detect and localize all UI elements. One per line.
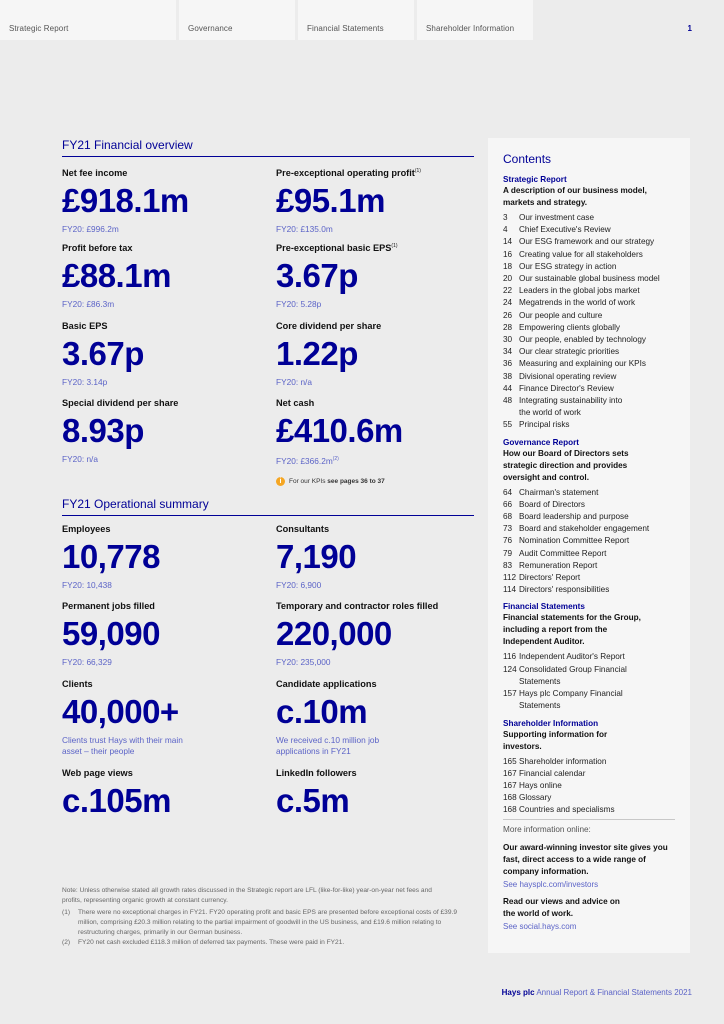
metric-value: c.105m	[62, 782, 171, 819]
contents-item[interactable]: 34 Our clear strategic priorities	[503, 347, 620, 357]
metric-note: FY20: 10,438	[62, 580, 112, 590]
metric-note: FY20: $£366.2m^{(2)}$	[276, 455, 339, 466]
metric-value: 3.67p	[276, 257, 358, 295]
metric-value: c.10m	[276, 693, 368, 730]
metric-note: FY20: n/a	[276, 377, 312, 387]
nav-tab-governance[interactable]: Governance	[179, 0, 295, 40]
contents-item[interactable]: 38 Divisional operating review	[503, 371, 617, 381]
footnote-item: (2) FY20 net cash excluded £118.3 million of deferred tax payments. These were paid in FY21.	[62, 939, 345, 946]
metric-net-cash	[276, 398, 476, 467]
contents-item[interactable]: 26 Our people and culture	[503, 310, 603, 320]
metric-label: Net fee income	[62, 168, 128, 178]
contents-section-desc: A description of our business model, markets and strategy.	[503, 186, 647, 207]
metric-label: Candidate applications	[276, 679, 377, 689]
metric-special-dividend	[62, 398, 262, 465]
contents-item[interactable]: 112 Directors' Report	[503, 573, 581, 583]
contents-item[interactable]: 48 Integrating sustainability into the world of work	[503, 396, 623, 418]
contents-item[interactable]: 157 Hays plc Company Financial Statements	[503, 689, 623, 711]
contents-item[interactable]: 165 Shareholder information	[503, 756, 607, 766]
footnote-intro: Note: Unless otherwise stated all growth rates discussed in the Strategic report are LFL (like-for-like) year-on-year net fees and profits, representing organic growth at constant currency.	[62, 887, 432, 904]
contents-section-desc: Supporting information for investors.	[503, 729, 608, 751]
metric-label: Web page views	[62, 768, 133, 778]
footer-brand: Hays plc	[501, 988, 535, 997]
metric-note: FY20: 66,329	[62, 657, 112, 667]
contents-item[interactable]: 116 Independent Auditor's Report	[503, 652, 625, 662]
social-hays-link[interactable]: See social.hays.com	[503, 921, 577, 931]
metric-note: FY20: £135.0m	[276, 224, 333, 235]
contents-section-governance	[503, 437, 675, 597]
contents-item[interactable]: 16 Creating value for all stakeholders	[503, 249, 643, 259]
metric-note: FY20: 6,900	[276, 580, 322, 590]
metric-label: Permanent jobs filled	[62, 601, 155, 611]
metric-note: FY20: £86.3m	[62, 299, 115, 309]
top-navigation	[0, 0, 724, 40]
metric-label: Profit before tax	[62, 243, 133, 253]
metric-profit-before-tax	[62, 243, 262, 310]
metric-value: 10,778	[62, 538, 160, 575]
contents-section-heading[interactable]: Governance Report	[503, 437, 579, 447]
nav-tab-strategic-report[interactable]: Strategic Report	[0, 0, 176, 40]
contents-item[interactable]: 167 Hays online	[503, 780, 562, 790]
contents-section-heading[interactable]: Shareholder Information	[503, 718, 599, 728]
metric-candidate-applications	[276, 679, 388, 757]
metric-value: 7,190	[276, 538, 357, 575]
contents-item[interactable]: 36 Measuring and explaining our KPIs	[503, 359, 646, 369]
metric-note: FY20: 3.14p	[62, 377, 108, 387]
metric-linkedin-followers	[276, 768, 476, 824]
metric-value: 40,000+	[62, 693, 179, 730]
contents-section-desc: Financial statements for the Group, including a report from the Independent Auditor.	[503, 613, 641, 647]
contents-item[interactable]: 64 Chairman's statement	[503, 487, 599, 497]
metric-label: Pre-exceptional operating profit$^{(1)}$	[276, 168, 421, 179]
metric-core-dividend	[276, 321, 476, 388]
metric-permanent-jobs	[62, 601, 262, 668]
metric-label: Temporary and contractor roles filled	[276, 601, 439, 611]
footer-text: Annual Report & Financial Statements 2021	[536, 988, 692, 997]
more-information-title: More information online:	[503, 824, 591, 834]
metric-label: Net cash	[276, 398, 315, 408]
contents-item[interactable]: 18 Our ESG strategy in action	[503, 261, 617, 271]
metric-value: 220,000	[276, 615, 392, 652]
nav-tab-shareholder-information[interactable]: Shareholder Information	[417, 0, 533, 40]
metric-value: £410.6m	[276, 412, 403, 449]
metric-note: FY20: £996.2m	[62, 224, 119, 234]
nav-tab-financial-statements[interactable]: Financial Statements	[298, 0, 414, 40]
operational-summary-title: FY21 Operational summary	[62, 497, 474, 516]
more-information	[503, 819, 675, 931]
metric-value: c.5m	[276, 782, 350, 819]
contents-section-desc: How our Board of Directors sets strategic direction and provides oversight and control.	[503, 448, 629, 482]
financial-overview-title: FY21 Financial overview	[62, 138, 474, 157]
investor-site-text: Our award-winning investor site gives you fast, direct access to a wide range of company information.	[503, 842, 668, 876]
metric-value: 59,090	[62, 615, 160, 652]
contents-item[interactable]: 168 Glossary	[503, 793, 552, 803]
metric-employees	[62, 524, 262, 591]
metric-consultants	[276, 524, 476, 591]
metric-web-page-views	[62, 768, 262, 824]
contents-item[interactable]: 76 Nomination Committee Report	[503, 536, 630, 546]
metric-value: £918.1m	[62, 182, 189, 219]
info-icon: i	[276, 477, 285, 486]
contents-item[interactable]: 22 Leaders in the global jobs market	[503, 286, 640, 296]
page-footer	[502, 988, 692, 997]
metric-label: Clients	[62, 679, 93, 689]
metric-note: FY20: n/a	[62, 454, 98, 464]
metric-pre-exceptional-operating-profit	[276, 168, 476, 235]
metric-pre-exceptional-basic-eps	[276, 243, 476, 310]
metric-label: Consultants	[276, 524, 330, 534]
contents-section-heading[interactable]: Financial Statements	[503, 602, 585, 612]
metric-label: LinkedIn followers	[276, 768, 357, 778]
contents-section-shareholder	[503, 718, 675, 817]
contents-item[interactable]: 114 Directors' responsibilities	[503, 585, 610, 595]
contents-item[interactable]: 79 Audit Committee Report	[503, 548, 607, 558]
contents-section-heading[interactable]: Strategic Report	[503, 175, 567, 184]
metric-clients	[62, 679, 192, 757]
contents-item[interactable]: 30 Our people, enabled by technology	[503, 335, 646, 345]
metric-label: Core dividend per share	[276, 321, 382, 331]
contents-panel	[488, 138, 690, 953]
contents-item[interactable]: 124 Consolidated Group Financial Statements	[503, 664, 627, 686]
contents-item[interactable]: 3 Our investment case	[503, 213, 595, 222]
metric-value: 8.93p	[62, 412, 144, 449]
contents-item[interactable]: 55 Principal risks	[503, 420, 570, 430]
contents-item[interactable]: 73 Board and stakeholder engagement	[503, 524, 650, 534]
contents-section-financial	[503, 601, 675, 712]
contents-item[interactable]: 24 Megatrends in the world of work	[503, 298, 636, 308]
contents-item[interactable]: 68 Board leadership and purpose	[503, 512, 629, 522]
metric-note: Clients trust Hays with their main asset – their people	[62, 735, 183, 756]
page-number: 1	[687, 24, 692, 33]
metric-net-fee-income	[62, 168, 262, 235]
footnotes	[62, 886, 474, 948]
metric-label: Basic EPS	[62, 321, 108, 331]
footnote-item: (1) There were no exceptional charges in FY21. FY20 operating profit and basic EPS are presented before exceptional costs of £39.9 million, comprising £20.3 million relating to the partial impairment of goodwill in the US business, and £19.6 million relating to restructuring charges, primarily in our German business.	[62, 909, 458, 936]
contents-item[interactable]: 4 Chief Executive's Review	[503, 225, 611, 235]
contents-title: Contents	[503, 152, 552, 166]
contents-item[interactable]: 44 Finance Director's Review	[503, 383, 614, 393]
contents-item[interactable]: 168 Countries and specialisms	[503, 805, 615, 815]
contents-item[interactable]: 83 Remuneration Report	[503, 560, 598, 570]
metric-note: FY20: 5.28p	[276, 299, 322, 310]
contents-item[interactable]: 28 Empowering clients globally	[503, 322, 621, 332]
contents-item[interactable]: 20 Our sustainable global business model	[503, 274, 660, 284]
metric-value: £95.1m	[276, 182, 385, 220]
metric-label: Pre-exceptional basic EPS$^{(1)}$	[276, 243, 398, 254]
contents-item[interactable]: 66 Board of Directors	[503, 499, 585, 509]
metric-value: 3.67p	[62, 335, 144, 372]
metric-value: £88.1m	[62, 257, 171, 294]
metric-value: 1.22p	[276, 335, 358, 372]
investor-site-link[interactable]: See haysplc.com/investors	[503, 879, 599, 889]
metric-temporary-roles	[276, 601, 476, 668]
metric-note: We received c.10 million job applications in FY21	[276, 735, 380, 756]
contents-section-strategic	[503, 174, 675, 432]
contents-item[interactable]: 14 Our ESG framework and our strategy	[503, 237, 655, 247]
contents-item[interactable]: 167 Financial calendar	[503, 768, 586, 778]
metric-label: Employees	[62, 524, 111, 534]
kpi-reference[interactable]: i For our KPIs see pages 36 to 37	[276, 477, 385, 486]
metric-basic-eps	[62, 321, 262, 388]
metric-note: FY20: 235,000	[276, 657, 331, 667]
metric-label: Special dividend per share	[62, 398, 179, 408]
views-advice-text: Read our views and advice on the world of work.	[503, 896, 620, 918]
